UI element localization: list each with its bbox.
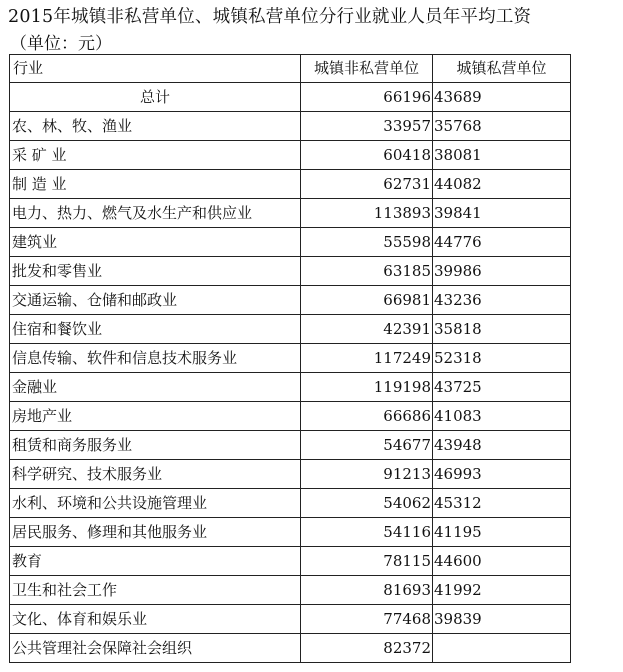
table-row xyxy=(10,141,571,170)
nonprivate-wage-cell: 77468 xyxy=(301,605,433,634)
private-wage-cell: 39986 xyxy=(433,257,571,286)
private-wage-cell: 44082 xyxy=(433,170,571,199)
table-row xyxy=(10,547,571,576)
nonprivate-wage-cell: 91213 xyxy=(301,460,433,489)
private-wage-cell: 44776 xyxy=(433,228,571,257)
table-header-row xyxy=(10,55,571,83)
industry-name-cell: 卫生和社会工作 xyxy=(10,576,301,605)
private-wage-cell: 41195 xyxy=(433,518,571,547)
table-row xyxy=(10,170,571,199)
nonprivate-wage-cell: 63185 xyxy=(301,257,433,286)
unit-label: （单位：元） xyxy=(10,34,112,54)
industry-name-cell: 制 造 业 xyxy=(10,170,301,199)
nonprivate-wage-cell: 33957 xyxy=(301,112,433,141)
nonprivate-wage-cell: 119198 xyxy=(301,373,433,402)
nonprivate-wage-cell: 82372 xyxy=(301,634,433,663)
private-wage-cell: 39841 xyxy=(433,199,571,228)
table-row xyxy=(10,228,571,257)
industry-name-cell: 金融业 xyxy=(10,373,301,402)
nonprivate-wage-cell: 78115 xyxy=(301,547,433,576)
column-header-nonprivate: 城镇非私营单位 xyxy=(301,55,433,83)
industry-name-cell: 电力、热力、燃气及水生产和供应业 xyxy=(10,199,301,228)
table-row xyxy=(10,431,571,460)
industry-name-cell: 交通运输、仓储和邮政业 xyxy=(10,286,301,315)
nonprivate-wage-cell: 60418 xyxy=(301,141,433,170)
table-row xyxy=(10,286,571,315)
industry-name-cell: 租赁和商务服务业 xyxy=(10,431,301,460)
table-row xyxy=(10,315,571,344)
column-header-industry: 行业 xyxy=(10,55,301,83)
table-row xyxy=(10,344,571,373)
table-row xyxy=(10,402,571,431)
private-wage-cell: 44600 xyxy=(433,547,571,576)
nonprivate-wage-cell: 54677 xyxy=(301,431,433,460)
nonprivate-wage-cell: 55598 xyxy=(301,228,433,257)
nonprivate-wage-cell: 54062 xyxy=(301,489,433,518)
industry-name-cell: 教育 xyxy=(10,547,301,576)
industry-name-cell: 水利、环境和公共设施管理业 xyxy=(10,489,301,518)
column-header-private: 城镇私营单位 xyxy=(433,55,571,83)
nonprivate-wage-cell: 113893 xyxy=(301,199,433,228)
industry-name-cell: 公共管理社会保障社会组织 xyxy=(10,634,301,663)
table-row xyxy=(10,373,571,402)
industry-name-cell: 建筑业 xyxy=(10,228,301,257)
private-wage-cell: 43689 xyxy=(433,83,571,112)
private-wage-cell: 43236 xyxy=(433,286,571,315)
table-row xyxy=(10,257,571,286)
private-wage-cell: 45312 xyxy=(433,489,571,518)
table-row xyxy=(10,605,571,634)
nonprivate-wage-cell: 66686 xyxy=(301,402,433,431)
private-wage-cell: 52318 xyxy=(433,344,571,373)
nonprivate-wage-cell: 66196 xyxy=(301,83,433,112)
private-wage-cell: 35818 xyxy=(433,315,571,344)
nonprivate-wage-cell: 117249 xyxy=(301,344,433,373)
table-row xyxy=(10,199,571,228)
private-wage-cell: 46993 xyxy=(433,460,571,489)
nonprivate-wage-cell: 42391 xyxy=(301,315,433,344)
industry-name-cell: 批发和零售业 xyxy=(10,257,301,286)
private-wage-cell: 35768 xyxy=(433,112,571,141)
wage-table xyxy=(9,54,571,663)
table-row xyxy=(10,112,571,141)
private-wage-cell xyxy=(433,634,571,663)
private-wage-cell: 41083 xyxy=(433,402,571,431)
private-wage-cell: 41992 xyxy=(433,576,571,605)
table-row xyxy=(10,634,571,663)
industry-name-cell: 农、林、牧、渔业 xyxy=(10,112,301,141)
industry-name-cell: 总计 xyxy=(10,83,301,112)
table-row xyxy=(10,576,571,605)
nonprivate-wage-cell: 81693 xyxy=(301,576,433,605)
industry-name-cell: 文化、体育和娱乐业 xyxy=(10,605,301,634)
private-wage-cell: 43948 xyxy=(433,431,571,460)
table-row xyxy=(10,518,571,547)
industry-name-cell: 科学研究、技术服务业 xyxy=(10,460,301,489)
table-row xyxy=(10,460,571,489)
industry-name-cell: 居民服务、修理和其他服务业 xyxy=(10,518,301,547)
private-wage-cell: 43725 xyxy=(433,373,571,402)
page-title: 2015年城镇非私营单位、城镇私营单位分行业就业人员年平均工资 xyxy=(8,7,532,27)
industry-name-cell: 房地产业 xyxy=(10,402,301,431)
nonprivate-wage-cell: 66981 xyxy=(301,286,433,315)
nonprivate-wage-cell: 54116 xyxy=(301,518,433,547)
table-row xyxy=(10,489,571,518)
industry-name-cell: 采 矿 业 xyxy=(10,141,301,170)
table-row xyxy=(10,83,571,112)
industry-name-cell: 信息传输、软件和信息技术服务业 xyxy=(10,344,301,373)
industry-name-cell: 住宿和餐饮业 xyxy=(10,315,301,344)
private-wage-cell: 39839 xyxy=(433,605,571,634)
nonprivate-wage-cell: 62731 xyxy=(301,170,433,199)
private-wage-cell: 38081 xyxy=(433,141,571,170)
